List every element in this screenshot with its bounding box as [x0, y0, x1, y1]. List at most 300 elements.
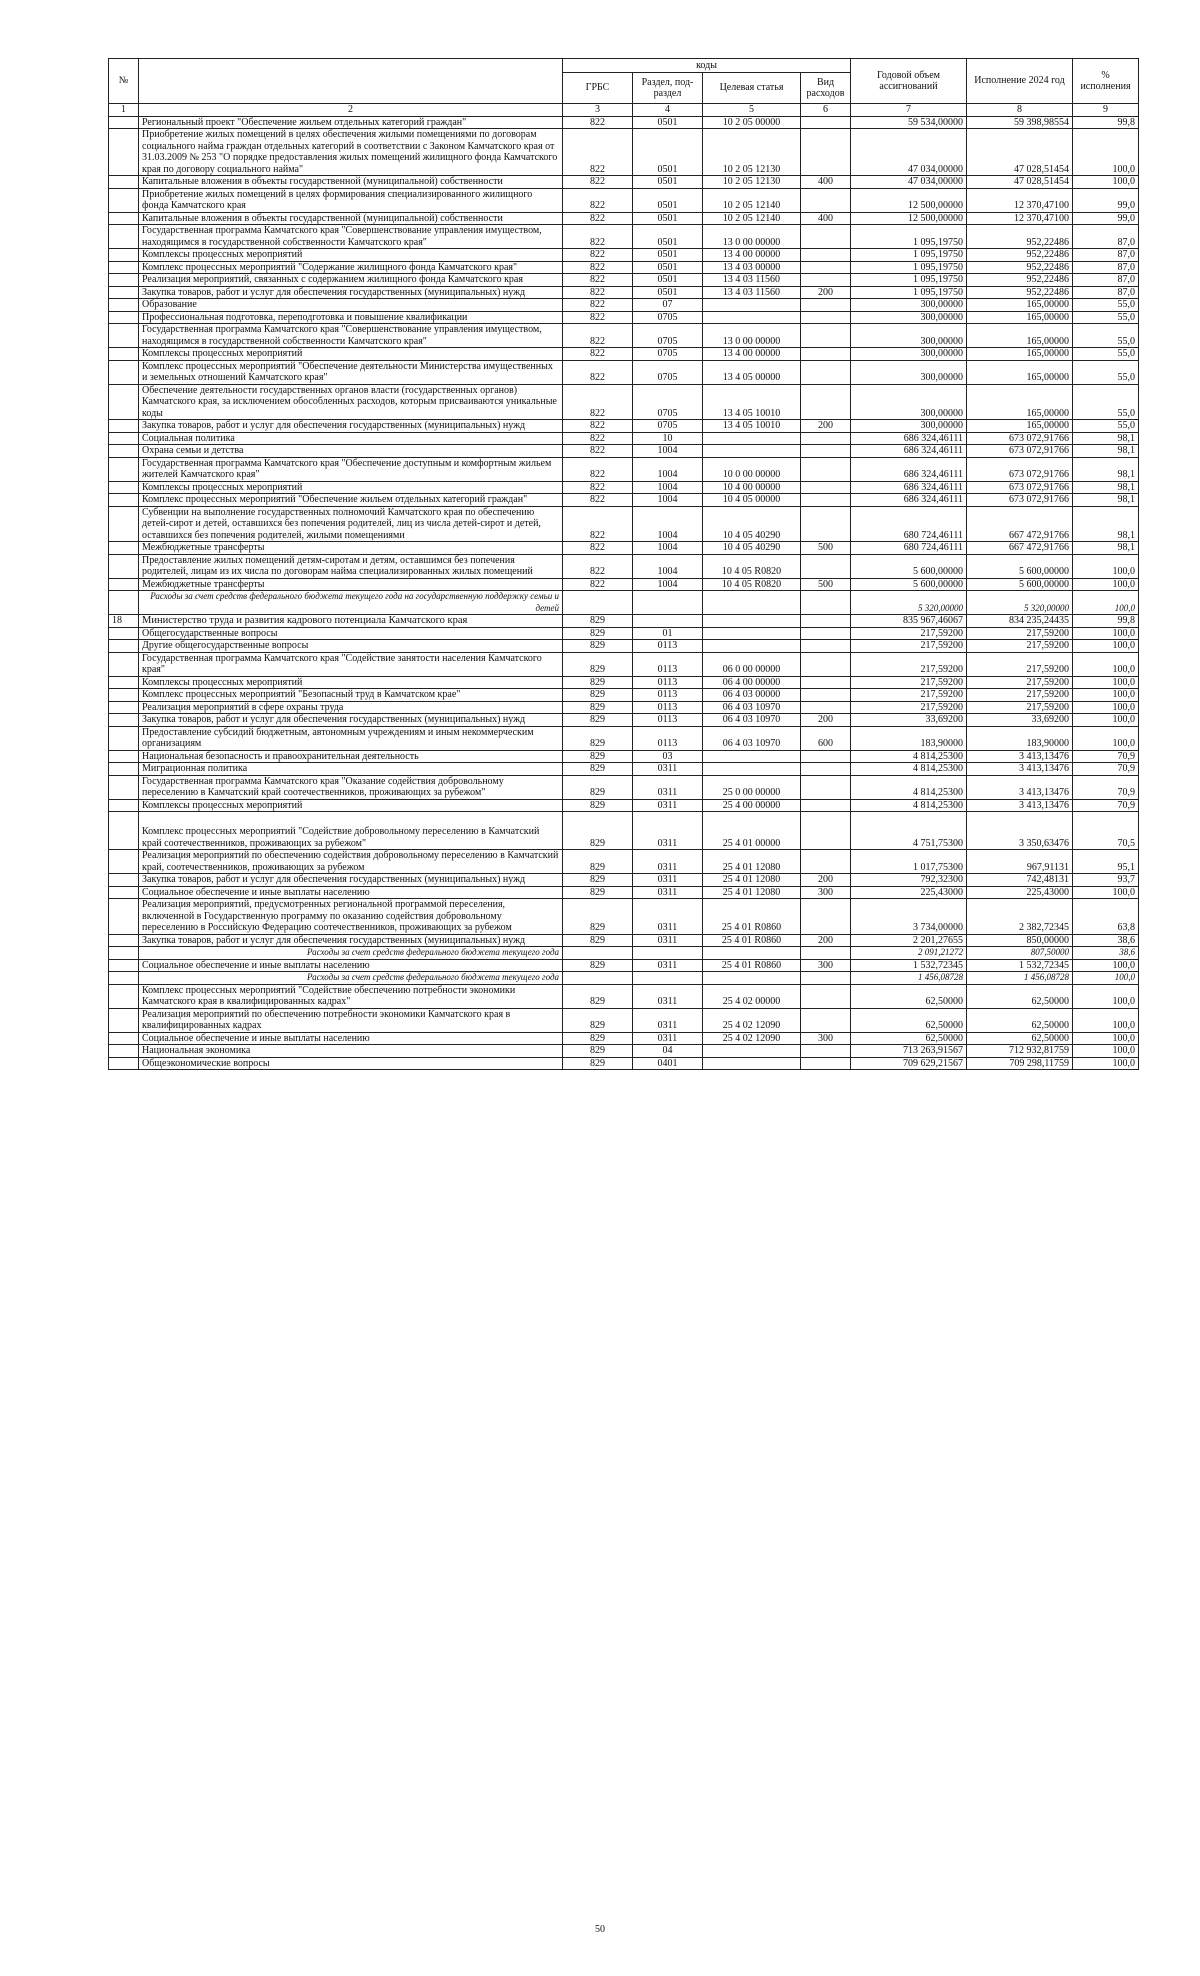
row-grbs: 822 — [563, 225, 633, 249]
row-vid — [801, 360, 851, 384]
row-target: 06 4 03 10970 — [703, 714, 801, 727]
row-target: 10 2 05 00000 — [703, 116, 801, 129]
row-pct: 87,0 — [1073, 225, 1139, 249]
row-grbs: 822 — [563, 384, 633, 420]
header-num-3: 3 — [563, 104, 633, 117]
row-vid: 500 — [801, 542, 851, 555]
row-razdel: 0501 — [633, 188, 703, 212]
row-annual: 300,00000 — [851, 360, 967, 384]
row-number — [109, 432, 139, 445]
row-vid — [801, 775, 851, 799]
row-target — [703, 445, 801, 458]
row-vid — [801, 799, 851, 812]
row-grbs: 822 — [563, 212, 633, 225]
header-exec: Исполнение 2024 год — [967, 59, 1073, 104]
row-number — [109, 1045, 139, 1058]
table-row — [109, 763, 1139, 776]
header-col-no: № — [109, 59, 139, 104]
row-exec: 667 472,91766 — [967, 542, 1073, 555]
row-pct: 99,0 — [1073, 212, 1139, 225]
table-row — [109, 420, 1139, 433]
header-target: Целевая статья — [703, 73, 801, 104]
row-annual: 2 201,27655 — [851, 934, 967, 947]
row-pct: 100,0 — [1073, 689, 1139, 702]
row-annual: 1 532,72345 — [851, 959, 967, 972]
row-name: Капитальные вложения в объекты государственной (муниципальной) собственности — [139, 212, 563, 225]
row-vid — [801, 676, 851, 689]
row-pct: 98,1 — [1073, 457, 1139, 481]
row-annual: 300,00000 — [851, 384, 967, 420]
row-target: 10 4 05 R0820 — [703, 554, 801, 578]
row-pct: 87,0 — [1073, 261, 1139, 274]
row-razdel: 1004 — [633, 554, 703, 578]
row-name: Межбюджетные трансферты — [139, 578, 563, 591]
row-razdel: 0311 — [633, 775, 703, 799]
row-grbs: 829 — [563, 652, 633, 676]
row-vid — [801, 763, 851, 776]
row-target: 13 4 05 10010 — [703, 384, 801, 420]
row-annual: 225,43000 — [851, 886, 967, 899]
row-number — [109, 420, 139, 433]
row-pct: 55,0 — [1073, 324, 1139, 348]
row-vid — [801, 591, 851, 615]
table-row — [109, 1045, 1139, 1058]
row-annual: 835 967,46067 — [851, 615, 967, 628]
row-annual: 713 263,91567 — [851, 1045, 967, 1058]
row-exec: 834 235,24435 — [967, 615, 1073, 628]
table-row — [109, 812, 1139, 850]
row-razdel: 0501 — [633, 261, 703, 274]
row-grbs: 829 — [563, 1008, 633, 1032]
row-pct: 98,1 — [1073, 445, 1139, 458]
row-name: Реализация мероприятий по обеспечению потребности экономики Камчатского края в квалифицированных кадрах — [139, 1008, 563, 1032]
row-annual: 4 814,25300 — [851, 763, 967, 776]
row-pct: 100,0 — [1073, 886, 1139, 899]
row-target: 06 4 00 00000 — [703, 676, 801, 689]
row-vid — [801, 249, 851, 262]
row-annual: 680 724,46111 — [851, 542, 967, 555]
row-name: Комплекс процессных мероприятий "Содержание жилищного фонда Камчатского края" — [139, 261, 563, 274]
row-exec: 673 072,91766 — [967, 494, 1073, 507]
row-annual: 792,32300 — [851, 874, 967, 887]
row-vid: 500 — [801, 578, 851, 591]
row-exec: 952,22486 — [967, 274, 1073, 287]
row-number — [109, 934, 139, 947]
header-num-9: 9 — [1073, 104, 1139, 117]
row-razdel: 0311 — [633, 959, 703, 972]
row-number — [109, 225, 139, 249]
row-number: 18 — [109, 615, 139, 628]
row-exec: 62,50000 — [967, 1032, 1073, 1045]
row-annual: 300,00000 — [851, 311, 967, 324]
row-pct: 70,5 — [1073, 812, 1139, 850]
row-exec: 5 600,00000 — [967, 554, 1073, 578]
row-vid — [801, 457, 851, 481]
row-name: Закупка товаров, работ и услуг для обеспечения государственных (муниципальных) нужд — [139, 714, 563, 727]
row-target — [703, 763, 801, 776]
row-grbs: 829 — [563, 899, 633, 935]
table-row — [109, 261, 1139, 274]
row-name: Приобретение жилых помещений в целях обеспечения жилыми помещениями по договорам социального найма граждан отдельных категорий в соответствии с Законом Камчатского края от 31.03.2009 № 253 "О порядке предоставления жилых помещений жилищного фонда Камчатского края по договору социального найма" — [139, 129, 563, 176]
row-vid — [801, 348, 851, 361]
table-row — [109, 506, 1139, 542]
row-grbs: 829 — [563, 886, 633, 899]
row-annual: 5 320,00000 — [851, 591, 967, 615]
row-name: Закупка товаров, работ и услуг для обеспечения государственных (муниципальных) нужд — [139, 874, 563, 887]
row-exec: 47 028,51454 — [967, 176, 1073, 189]
row-annual: 217,59200 — [851, 640, 967, 653]
row-pct: 55,0 — [1073, 299, 1139, 312]
row-number — [109, 129, 139, 176]
row-number — [109, 494, 139, 507]
row-name: Комплекс процессных мероприятий "Обеспечение деятельности Министерства имущественных и земельных отношений Камчатского края" — [139, 360, 563, 384]
row-vid — [801, 640, 851, 653]
row-pct: 70,9 — [1073, 750, 1139, 763]
row-target: 13 4 03 11560 — [703, 274, 801, 287]
row-name: Комплексы процессных мероприятий — [139, 249, 563, 262]
row-razdel: 1004 — [633, 445, 703, 458]
row-grbs: 822 — [563, 176, 633, 189]
row-number — [109, 984, 139, 1008]
row-grbs: 822 — [563, 116, 633, 129]
row-name: Закупка товаров, работ и услуг для обеспечения государственных (муниципальных) нужд — [139, 286, 563, 299]
row-target — [703, 311, 801, 324]
row-target: 13 4 05 10010 — [703, 420, 801, 433]
table-row — [109, 959, 1139, 972]
row-number — [109, 188, 139, 212]
row-name: Образование — [139, 299, 563, 312]
row-annual: 62,50000 — [851, 1008, 967, 1032]
row-number — [109, 591, 139, 615]
row-number — [109, 116, 139, 129]
row-target: 25 4 02 12090 — [703, 1008, 801, 1032]
row-grbs: 829 — [563, 714, 633, 727]
row-vid — [801, 506, 851, 542]
row-name: Социальная политика — [139, 432, 563, 445]
header-razdel: Раздел, под-раздел — [633, 73, 703, 104]
row-razdel: 1004 — [633, 494, 703, 507]
row-vid — [801, 554, 851, 578]
row-annual: 12 500,00000 — [851, 212, 967, 225]
row-exec: 673 072,91766 — [967, 432, 1073, 445]
row-name: Государственная программа Камчатского края "Обеспечение доступным и комфортным жильем жителей Камчатского края" — [139, 457, 563, 481]
row-grbs: 829 — [563, 934, 633, 947]
row-exec: 3 350,63476 — [967, 812, 1073, 850]
row-razdel: 0501 — [633, 176, 703, 189]
row-grbs: 822 — [563, 506, 633, 542]
row-vid — [801, 652, 851, 676]
row-razdel: 07 — [633, 299, 703, 312]
row-annual: 686 324,46111 — [851, 457, 967, 481]
row-number — [109, 886, 139, 899]
row-grbs: 822 — [563, 554, 633, 578]
row-razdel: 0311 — [633, 886, 703, 899]
row-razdel: 0705 — [633, 324, 703, 348]
row-number — [109, 763, 139, 776]
row-annual: 183,90000 — [851, 726, 967, 750]
row-target — [703, 299, 801, 312]
row-pct: 38,6 — [1073, 947, 1139, 960]
row-annual: 1 095,19750 — [851, 249, 967, 262]
row-razdel: 0501 — [633, 274, 703, 287]
table-row — [109, 627, 1139, 640]
row-razdel: 0311 — [633, 899, 703, 935]
row-pct: 100,0 — [1073, 972, 1139, 985]
row-exec: 967,91131 — [967, 850, 1073, 874]
table-row — [109, 714, 1139, 727]
row-exec: 165,00000 — [967, 360, 1073, 384]
row-vid — [801, 615, 851, 628]
table-row — [109, 176, 1139, 189]
row-grbs: 829 — [563, 689, 633, 702]
row-target: 13 4 00 00000 — [703, 249, 801, 262]
row-razdel: 0705 — [633, 384, 703, 420]
table-row — [109, 274, 1139, 287]
table-row — [109, 432, 1139, 445]
row-razdel: 03 — [633, 750, 703, 763]
row-grbs: 822 — [563, 324, 633, 348]
row-grbs: 822 — [563, 274, 633, 287]
row-pct: 100,0 — [1073, 578, 1139, 591]
row-razdel: 0113 — [633, 640, 703, 653]
row-grbs: 829 — [563, 850, 633, 874]
row-exec: 952,22486 — [967, 225, 1073, 249]
row-grbs: 829 — [563, 763, 633, 776]
row-target: 13 4 05 00000 — [703, 360, 801, 384]
row-grbs: 822 — [563, 311, 633, 324]
row-name: Профессиональная подготовка, переподготовка и повышение квалификации — [139, 311, 563, 324]
row-pct: 99,0 — [1073, 188, 1139, 212]
row-name: Государственная программа Камчатского края "Совершенствование управления имуществом, находящимся в государственной собственности Камчатского края" — [139, 225, 563, 249]
row-vid — [801, 812, 851, 850]
table-row — [109, 750, 1139, 763]
table-row — [109, 676, 1139, 689]
header-pct: % исполнения — [1073, 59, 1139, 104]
row-grbs — [563, 591, 633, 615]
row-pct: 55,0 — [1073, 311, 1139, 324]
row-target: 06 4 03 10970 — [703, 726, 801, 750]
row-target — [703, 432, 801, 445]
row-target: 25 4 01 R0860 — [703, 934, 801, 947]
row-pct: 100,0 — [1073, 627, 1139, 640]
row-pct: 100,0 — [1073, 554, 1139, 578]
table-row — [109, 934, 1139, 947]
row-annual: 300,00000 — [851, 324, 967, 348]
row-annual: 217,59200 — [851, 676, 967, 689]
row-name: Комплексы процессных мероприятий — [139, 799, 563, 812]
row-vid: 400 — [801, 176, 851, 189]
row-vid — [801, 299, 851, 312]
row-pct: 55,0 — [1073, 420, 1139, 433]
table-row — [109, 1057, 1139, 1070]
row-vid — [801, 445, 851, 458]
row-razdel: 1004 — [633, 481, 703, 494]
row-pct: 70,9 — [1073, 799, 1139, 812]
row-number — [109, 972, 139, 985]
header-num-8: 8 — [967, 104, 1073, 117]
row-name: Государственная программа Камчатского края "Содействие занятости населения Камчатского края" — [139, 652, 563, 676]
row-name: Предоставление жилых помещений детям-сиротам и детям, оставшимся без попечения родителей, лицам из их числа по договорам найма специализированных жилых помещений — [139, 554, 563, 578]
row-annual: 217,59200 — [851, 701, 967, 714]
table-row — [109, 212, 1139, 225]
row-razdel: 1004 — [633, 506, 703, 542]
row-name: Другие общегосударственные вопросы — [139, 640, 563, 653]
row-target: 10 4 05 40290 — [703, 506, 801, 542]
table-row — [109, 299, 1139, 312]
row-pct: 100,0 — [1073, 714, 1139, 727]
row-name: Реализация мероприятий, связанных с содержанием жилищного фонда Камчатского края — [139, 274, 563, 287]
row-exec: 12 370,47100 — [967, 188, 1073, 212]
row-exec: 1 532,72345 — [967, 959, 1073, 972]
row-razdel: 0113 — [633, 714, 703, 727]
row-annual: 217,59200 — [851, 652, 967, 676]
row-grbs: 829 — [563, 750, 633, 763]
row-grbs: 822 — [563, 249, 633, 262]
header-grbs: ГРБС — [563, 73, 633, 104]
row-vid — [801, 984, 851, 1008]
row-grbs: 829 — [563, 726, 633, 750]
row-exec: 165,00000 — [967, 299, 1073, 312]
row-target — [703, 972, 801, 985]
row-exec: 217,59200 — [967, 627, 1073, 640]
row-number — [109, 689, 139, 702]
row-number — [109, 445, 139, 458]
row-pct: 93,7 — [1073, 874, 1139, 887]
row-razdel: 1004 — [633, 542, 703, 555]
row-razdel: 0311 — [633, 850, 703, 874]
table-row-note — [109, 972, 1139, 985]
row-vid — [801, 947, 851, 960]
row-target: 10 2 05 12140 — [703, 212, 801, 225]
row-vid: 200 — [801, 420, 851, 433]
row-exec: 3 413,13476 — [967, 763, 1073, 776]
row-razdel: 0311 — [633, 984, 703, 1008]
row-pct: 100,0 — [1073, 1057, 1139, 1070]
row-pct: 100,0 — [1073, 640, 1139, 653]
row-name: Закупка товаров, работ и услуг для обеспечения государственных (муниципальных) нужд — [139, 420, 563, 433]
row-razdel: 0311 — [633, 934, 703, 947]
row-pct: 95,1 — [1073, 850, 1139, 874]
row-target: 13 4 03 11560 — [703, 286, 801, 299]
table-row — [109, 652, 1139, 676]
row-vid — [801, 972, 851, 985]
row-number — [109, 384, 139, 420]
row-pct: 70,9 — [1073, 763, 1139, 776]
table-body — [109, 116, 1139, 1070]
row-annual: 300,00000 — [851, 420, 967, 433]
row-target: 13 0 00 00000 — [703, 324, 801, 348]
row-target: 10 4 05 R0820 — [703, 578, 801, 591]
row-razdel: 0311 — [633, 799, 703, 812]
row-name: Приобретение жилых помещений в целях формирования специализированного жилищного фонда Камчатского края — [139, 188, 563, 212]
row-name: Капитальные вложения в объекты государственной (муниципальной) собственности — [139, 176, 563, 189]
row-target: 25 4 01 R0860 — [703, 959, 801, 972]
header-col-name — [139, 59, 563, 104]
row-exec: 952,22486 — [967, 261, 1073, 274]
row-name: Комплекс процессных мероприятий "Содействие добровольному переселению в Камчатский край соотечественников, проживающих за рубежом" — [139, 812, 563, 850]
row-razdel — [633, 972, 703, 985]
row-annual: 33,69200 — [851, 714, 967, 727]
header-num-2: 2 — [139, 104, 563, 117]
table-row — [109, 360, 1139, 384]
row-grbs: 829 — [563, 1045, 633, 1058]
row-name: Межбюджетные трансферты — [139, 542, 563, 555]
row-vid — [801, 494, 851, 507]
row-razdel: 0311 — [633, 1032, 703, 1045]
row-exec: 217,59200 — [967, 676, 1073, 689]
row-grbs: 822 — [563, 420, 633, 433]
table-row — [109, 286, 1139, 299]
row-pct: 38,6 — [1073, 934, 1139, 947]
row-name: Региональный проект "Обеспечение жильем отдельных категорий граждан" — [139, 116, 563, 129]
row-annual: 12 500,00000 — [851, 188, 967, 212]
row-exec: 62,50000 — [967, 984, 1073, 1008]
row-number — [109, 714, 139, 727]
row-pct: 98,1 — [1073, 481, 1139, 494]
row-number — [109, 457, 139, 481]
row-annual: 3 734,00000 — [851, 899, 967, 935]
row-grbs: 829 — [563, 959, 633, 972]
row-name: Социальное обеспечение и иные выплаты населению — [139, 1032, 563, 1045]
table-row — [109, 116, 1139, 129]
row-vid: 600 — [801, 726, 851, 750]
row-exec: 225,43000 — [967, 886, 1073, 899]
row-number — [109, 676, 139, 689]
table-row — [109, 984, 1139, 1008]
row-target: 25 4 02 12090 — [703, 1032, 801, 1045]
row-annual: 1 017,75300 — [851, 850, 967, 874]
row-pct: 98,1 — [1073, 494, 1139, 507]
row-name: Национальная экономика — [139, 1045, 563, 1058]
row-razdel: 0401 — [633, 1057, 703, 1070]
row-annual: 1 456,08728 — [851, 972, 967, 985]
table-row — [109, 129, 1139, 176]
table-row-note — [109, 591, 1139, 615]
row-target — [703, 591, 801, 615]
row-number — [109, 899, 139, 935]
row-annual: 4 814,25300 — [851, 775, 967, 799]
row-razdel: 0113 — [633, 652, 703, 676]
row-grbs — [563, 972, 633, 985]
header-num-6: 6 — [801, 104, 851, 117]
row-target: 06 0 00 00000 — [703, 652, 801, 676]
row-grbs: 822 — [563, 481, 633, 494]
row-target: 25 4 02 00000 — [703, 984, 801, 1008]
row-exec: 165,00000 — [967, 324, 1073, 348]
table-row — [109, 311, 1139, 324]
row-name: Миграционная политика — [139, 763, 563, 776]
row-name: Комплекс процессных мероприятий "Обеспечение жильем отдельных категорий граждан" — [139, 494, 563, 507]
table-row — [109, 384, 1139, 420]
row-razdel: 0113 — [633, 726, 703, 750]
row-vid — [801, 1008, 851, 1032]
row-grbs: 822 — [563, 261, 633, 274]
row-pct: 100,0 — [1073, 1045, 1139, 1058]
row-exec: 1 456,08728 — [967, 972, 1073, 985]
row-name: Комплексы процессных мероприятий — [139, 481, 563, 494]
row-target — [703, 615, 801, 628]
row-grbs: 829 — [563, 1057, 633, 1070]
row-grbs: 822 — [563, 348, 633, 361]
row-vid: 200 — [801, 286, 851, 299]
row-target — [703, 1057, 801, 1070]
row-target: 10 4 05 40290 — [703, 542, 801, 555]
row-razdel: 1004 — [633, 578, 703, 591]
row-pct: 55,0 — [1073, 384, 1139, 420]
table-row — [109, 640, 1139, 653]
row-number — [109, 274, 139, 287]
row-razdel — [633, 591, 703, 615]
